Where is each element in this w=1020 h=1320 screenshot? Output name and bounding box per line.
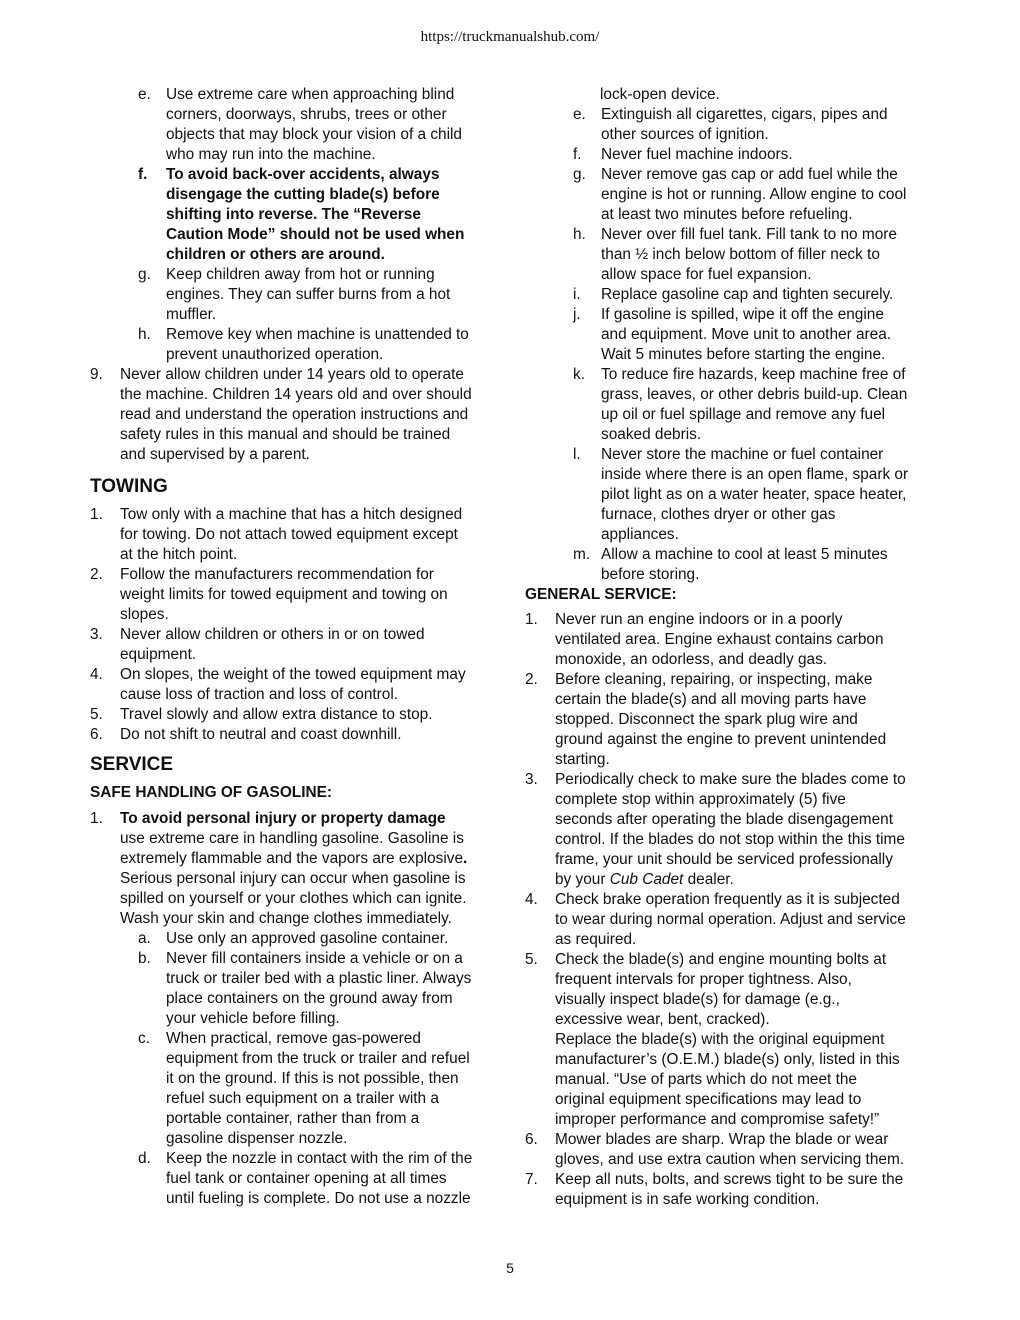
item-text [555,770,935,890]
list-item-warning [90,165,500,265]
item-text: Never fuel machine indoors. [601,146,793,163]
item-marker: m. [573,546,591,563]
item-marker: g. [138,266,151,283]
item-marker: 5. [525,951,538,968]
item-marker: 7. [525,1171,538,1188]
left-column [90,85,500,1209]
item-text: Mower blades are sharp. Wrap the blade or wear gloves, and use extra caution when servicing them. [555,1131,905,1168]
source-url: https://truckmanualshub.com/ [420,29,600,45]
list-item [90,1029,500,1149]
list-item [525,145,935,165]
item-text: To reduce fire hazards, keep machine free of grass, leaves, or other debris build-up. Clean up oil or fuel spillage and remove any fuel soaked debris. [601,366,908,443]
item-marker: a. [138,930,151,947]
item-text: Do not shift to neutral and coast downhill. [120,726,402,743]
list-item [90,625,500,665]
item-marker: f. [138,166,148,183]
brand-name: Cub Cadet [609,871,684,888]
list-item [90,265,500,325]
item-text: To avoid back-over accidents, always disengage the cutting blade(s) before shifting into reverse. The “Reverse Caution Mode” should not be used when children or others are around. [166,166,465,263]
item-marker: j. [573,306,581,323]
item-marker: e. [573,106,586,123]
list-item [90,809,500,929]
list-item [525,365,935,445]
item-marker: 6. [90,726,103,743]
item-text: Replace gasoline cap and tighten securely. [601,286,894,303]
item-marker: 4. [90,666,103,683]
item-text-part: dealer. [683,871,734,888]
item-text: Tow only with a machine that has a hitch designed for towing. Do not attach towed equipment except at the hitch point. [120,506,463,563]
item-text: Allow a machine to cool at least 5 minutes before storing. [601,546,888,583]
list-item [525,285,935,305]
item-marker: 2. [525,671,538,688]
item-marker: e. [138,86,151,103]
item-text: Use only an approved gasoline container. [166,930,449,947]
item-text: Keep children away from hot or running engines. They can suffer burns from a hot muffler. [166,266,451,323]
list-item [525,545,935,585]
item-text: Never remove gas cap or add fuel while the engine is hot or running. Allow engine to cool at least two minutes before refueling. [601,166,907,223]
item-marker: l. [573,446,581,463]
item-text: Before cleaning, repairing, or inspecting, make certain the blade(s) and all moving parts have stopped. Disconnect the spark plug wire and ground against the engine to prevent unintended starting. [555,671,887,768]
item-text-part: use extreme care in handling gasoline. Gasoline is extremely flammable and the vapors are explosive [120,830,464,867]
item-text: Remove key when machine is unattended to prevent unauthorized operation. [166,326,469,363]
item-text: Never over fill fuel tank. Fill tank to no more than ½ inch below bottom of filler neck to allow space for fuel expansion. [601,226,897,283]
item-text-part: Periodically check to make sure the blades come to complete stop within approximately (5) five seconds after operating the blade disengagement control. If the blades do not stop within the this time frame, your unit should be serviced professionally by your [555,771,906,888]
list-item [525,1170,935,1210]
list-item [90,665,500,705]
item-text: Never allow children or others in or on towed equipment. [120,626,425,663]
item-marker: k. [573,366,585,383]
list-item [90,85,500,165]
item-text: If gasoline is spilled, wipe it off the engine and equipment. Move unit to another area. Wait 5 minutes before starting the engine. [601,306,892,363]
list-item [525,770,935,890]
list-item [525,670,935,770]
item-marker: f. [573,146,582,163]
item-marker: c. [138,1030,150,1047]
list-item [90,325,500,365]
list-item [525,890,935,950]
item-text: Never store the machine or fuel container inside where there is an open flame, spark or pilot light as on a water heater, space heater, furnace, clothes dryer or other gas appliances. [601,446,909,543]
item-marker: 2. [90,566,103,583]
list-item [525,610,935,670]
list-item [90,565,500,625]
general-service-heading: GENERAL SERVICE: [525,586,677,603]
item-text: Follow the manufacturers recommendation for weight limits for towed equipment and towing on slopes. [120,566,448,623]
item-marker: 3. [90,626,103,643]
item-text: Keep all nuts, bolts, and screws tight to be sure the equipment is in safe working condition. [555,1171,904,1208]
item-text: Extinguish all cigarettes, cigars, pipes and other sources of ignition. [601,106,888,143]
list-item [525,305,935,365]
list-item [90,365,500,465]
item-text: Check brake operation frequently as it is subjected to wear during normal operation. Adjust and service as required. [555,891,906,948]
list-item [90,1149,500,1209]
list-item [525,225,935,285]
item-marker: 1. [90,810,103,827]
page-number: 5 [506,1260,514,1276]
list-item [90,949,500,1029]
item-marker: 4. [525,891,538,908]
item-marker: 6. [525,1131,538,1148]
item-marker: 1. [525,611,538,628]
item-text: When practical, remove gas-powered equipment from the truck or trailer and refuel it on the ground. If this is not possible, then refuel such equipment on a trailer with a portable container, rather than from a gasoline dispenser nozzle. [166,1030,470,1147]
item-marker: h. [138,326,151,343]
right-column [525,85,935,1210]
item-period: . [463,850,468,867]
list-item [90,725,500,745]
list-item [525,445,935,545]
service-heading: SERVICE [90,754,174,775]
list-item [525,105,935,145]
continuation-text: lock-open device. [600,86,720,103]
item-marker: h. [573,226,586,243]
item-text: Use extreme care when approaching blind corners, doorways, shrubs, trees or other objects that may block your vision of a child who may run into the machine. [166,86,462,163]
list-item [525,165,935,225]
towing-heading: TOWING [90,476,168,497]
item-text: Never allow children under 14 years old to operate the machine. Children 14 years old and over should read and understand the operation instructions and safety rules in this manual and should be trained and supervised by a parent. [120,366,472,463]
item-marker: 9. [90,366,103,383]
item-marker: g. [573,166,586,183]
item-text: Never run an engine indoors or in a poorly ventilated area. Engine exhaust contains carbon monoxide, an odorless, and deadly gas. [555,611,884,668]
item-text: On slopes, the weight of the towed equipment may cause loss of traction and loss of control. [120,666,466,703]
item-text [120,809,500,929]
item-marker: b. [138,950,151,967]
item-text-part: Serious personal injury can occur when gasoline is spilled on yourself or your clothes which can ignite. Wash your skin and change clothes immediately. [120,870,467,927]
item-marker: 1. [90,506,103,523]
gasoline-heading: SAFE HANDLING OF GASOLINE: [90,784,332,801]
item-text: Never fill containers inside a vehicle or on a truck or trailer bed with a plastic liner. Always place containers on the ground away from your vehicle before filling. [166,950,472,1027]
list-item [90,929,500,949]
list-item [90,505,500,565]
item-emphasis: To avoid personal injury or property damage [120,810,446,827]
list-item [90,705,500,725]
item-marker: 5. [90,706,103,723]
item-text: Travel slowly and allow extra distance to stop. [120,706,433,723]
item-marker: 3. [525,771,538,788]
item-marker: d. [138,1150,151,1167]
list-item [525,1130,935,1170]
item-text: Check the blade(s) and engine mounting bolts at frequent intervals for proper tightness. Also, visually inspect blade(s) for damage (e.g., excessive wear, bent, cracked). Replace the blade(s) with the original equipment manufacturer’s (O.E.M.) blade(s) only, listed in this manual. “Use of parts which do not meet the original equipment specifications may lead to improper performance and compromise safety!” [555,951,900,1128]
item-text: Keep the nozzle in contact with the rim of the fuel tank or container opening at all times until fueling is complete. Do not use a nozzle [166,1150,473,1207]
list-item [525,950,935,1130]
item-marker: i. [573,286,581,303]
